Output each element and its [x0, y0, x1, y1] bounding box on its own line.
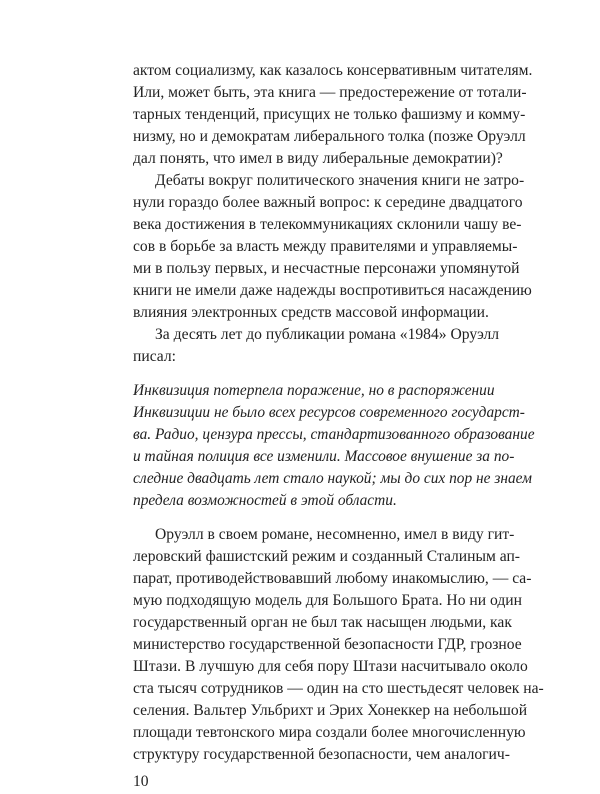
quote-line: и тайная полиция все изменили. Массовое внушение за по-	[133, 448, 515, 465]
page-number: 10	[133, 773, 149, 790]
text-line: писал:	[133, 348, 176, 365]
text-line: парат, противодействовавший любому инакомыслию, — са-	[133, 570, 532, 587]
text-line: дал понять, что имел в виду либеральные демократии)?	[133, 150, 503, 167]
text-line: За десять лет до публикации романа «1984» Оруэлл	[155, 326, 500, 343]
text-line: влияния электронных средств массовой информации.	[133, 304, 489, 321]
text-line: сов в борьбе за власть между правителями и управляемы-	[133, 238, 518, 255]
text-line: актом социализму, как казалось консервативным читателям.	[133, 62, 533, 79]
text-line: Дебаты вокруг политического значения книги не затро-	[155, 172, 525, 189]
text-line: Оруэлл в своем романе, несомненно, имел в виду гит-	[155, 526, 515, 543]
text-line: государственный орган не был так насыщен людьми, как	[133, 614, 512, 631]
quote-line: Инквизиции не было всех ресурсов современного государст-	[133, 404, 525, 421]
quote-line: Инквизиция потерпела поражение, но в распоряжении	[133, 382, 495, 399]
text-line: селения. Вальтер Ульбрихт и Эрих Хонеккер на небольшой	[133, 702, 528, 719]
text-line: Или, может быть, эта книга — предостережение от тотали-	[133, 84, 527, 101]
text-line: структуру государственной безопасности, чем аналогич-	[133, 746, 510, 763]
text-line: низму, но и демократам либерального толка (позже Оруэлл	[133, 128, 526, 145]
text-line: Штази. В лучшую для себя пору Штази насчитывало около	[133, 658, 528, 675]
text-line: тарных тенденций, присущих не только фашизму и комму-	[133, 106, 526, 123]
quote-line: предела возможностей в этой области.	[133, 492, 397, 509]
text-line: века достижения в телекоммуникациях склонили чашу ве-	[133, 216, 522, 233]
quote-line: следние двадцать лет стало наукой; мы до сих пор не знаем	[133, 470, 532, 487]
text-line: мую подходящую модель для Большого Брата. Но ни один	[133, 592, 522, 609]
text-line: леровский фашистский режим и созданный Сталиным ап-	[133, 548, 520, 565]
text-line: книги не имели даже надежды воспротивиться насаждению	[133, 282, 532, 299]
text-line: ста тысяч сотрудников — один на сто шестьдесят человек на-	[133, 680, 544, 697]
text-line: ми в пользу первых, и несчастные персонажи упомянутой	[133, 260, 520, 277]
text-line: нули гораздо более важный вопрос: к середине двадцатого	[133, 194, 523, 211]
text-line: площади тевтонского мира создали более многочисленную	[133, 724, 526, 741]
text-line: министерство государственной безопасности ГДР, грозное	[133, 636, 522, 653]
quote-line: ва. Радио, цензура прессы, стандартизованного образование	[133, 426, 535, 443]
